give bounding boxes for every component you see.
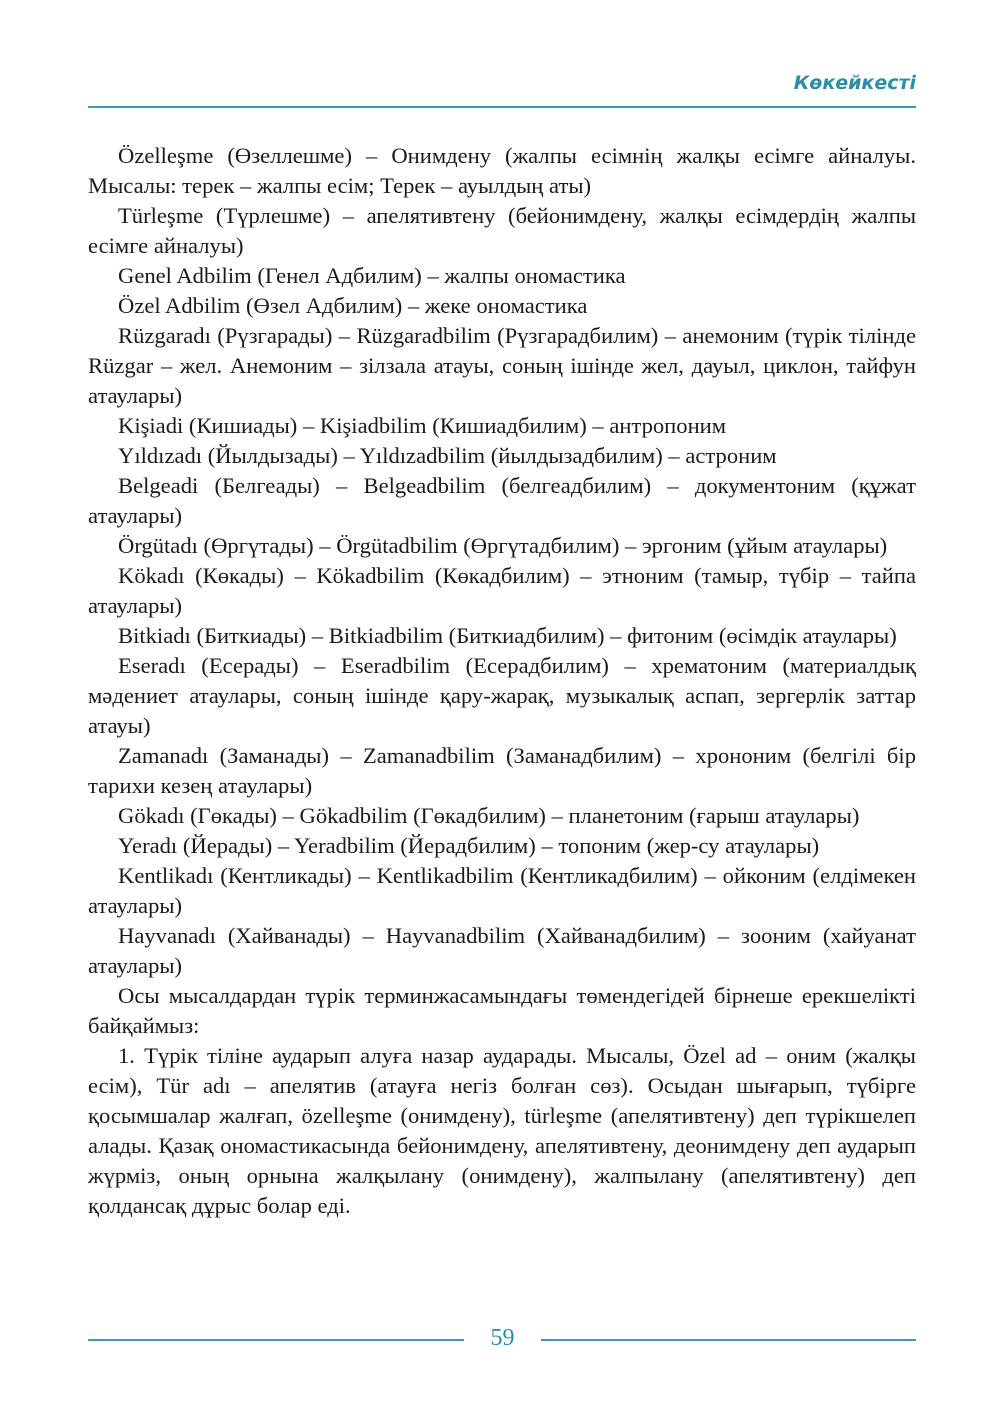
paragraph: Türleşme (Түрлешме) – апелятивтену (бейонимдену, жалқы есімдердің жалпы есімге айналуы) — [88, 203, 916, 258]
footer-rule-left — [88, 1339, 464, 1341]
paragraph: Rüzgaradı (Рүзгарады) – Rüzgaradbilim (Рүзгарадбилим) – анемоним (түрік тілінде Rüzgar – жел. Анемоним – зілзала атауы, соның ішінде жел, дауыл, циклон, тайфун атаулары) — [88, 323, 916, 408]
page-number: 59 — [490, 1325, 515, 1351]
footer-rule-right — [541, 1339, 916, 1341]
paragraph: Yeradı (Йерады) – Yeradbilim (Йерадбилим) – топоним (жер-су атаулары) — [118, 833, 820, 858]
paragraph: Özelleşme (Өзеллешме) – Онимдену (жалпы есімнің жалқы есімге айналуы. Мысалы: терек – жалпы есім; Терек – ауылдың аты) — [88, 143, 916, 198]
paragraph: Gökadı (Гөкады) – Gökadbilim (Гөкадбилим) – планетоним (ғарыш атаулары) — [118, 803, 860, 828]
paragraph: Yıldızadı (Йылдызады) – Yıldızadbilim (йылдызадбилим) – астроним — [118, 443, 777, 468]
paragraph: Bitkiadı (Биткиады) – Bitkiadbilim (Биткиадбилим) – фитоним (өсімдік атаулары) — [118, 623, 897, 648]
running-header: Көкейкесті — [793, 72, 916, 94]
body-text — [88, 141, 916, 1221]
paragraph: Kökadı (Көкады) – Kökadbilim (Көкадбилим) – этноним (тамыр, түбір – тайпа атаулары) — [88, 563, 916, 618]
paragraph: 1. Түрік тіліне аударып алуға назар аударады. Мысалы, Özel ad – оним (жалқы есім), Tür adı – апелятив (атауға негіз болған сөз). Осыдан шығарып, түбірге қосымшалар жалғап, özelleşme (онимдену), türleşme (апелятивтену) деп түрікшелеп алады. Қазақ ономастикасында бейонимдену, апелятивтену, деонимдену деп аударып жүрміз, оның орнына жалқылану (онимдену), жалпылану (апелятивтену) деп қолдансақ дұрыс болар еді. — [88, 1043, 916, 1218]
paragraph: Genel Adbilim (Генел Адбилим) – жалпы ономастика — [118, 263, 626, 288]
paragraph: Kentlikadı (Кентликады) – Kentlikadbilim (Кентликадбилим) – ойконим (елдімекен атаулары) — [88, 863, 916, 918]
paragraph: Kişiadi (Кишиады) – Kişiadbilim (Кишиадбилим) – антропоним — [118, 413, 727, 438]
paragraph: Eseradı (Есерады) – Eseradbilim (Есерадбилим) – хрематоним (материалдық мәдениет атаулары, соның ішінде қару-жарақ, музыкалық аспап, зергерлік заттар атауы) — [88, 653, 916, 738]
paragraph: Belgeadi (Белгеады) – Belgeadbilim (белгеадбилим) – документоним (құжат атаулары) — [88, 473, 916, 528]
paragraph: Hayvanadı (Хайванады) – Hayvanadbilim (Хайванадбилим) – зооним (хайуанат атаулары) — [88, 923, 916, 978]
header-rule — [88, 106, 916, 108]
paragraph: Zamanadı (Заманады) – Zamanadbilim (Заманадбилим) – хрононим (белгілі бір тарихи кезең атаулары) — [88, 743, 916, 798]
paragraph: Örgütadı (Өргүтады) – Örgütadbilim (Өргүтадбилим) – эргоним (ұйым атаулары) — [118, 533, 888, 558]
paragraph: Özel Adbilim (Өзел Адбилим) – жеке ономастика — [118, 293, 588, 318]
paragraph: Осы мысалдардан түрік терминжасамындағы төмендегідей бірнеше ерекшелікті байқаймыз: — [88, 983, 916, 1038]
